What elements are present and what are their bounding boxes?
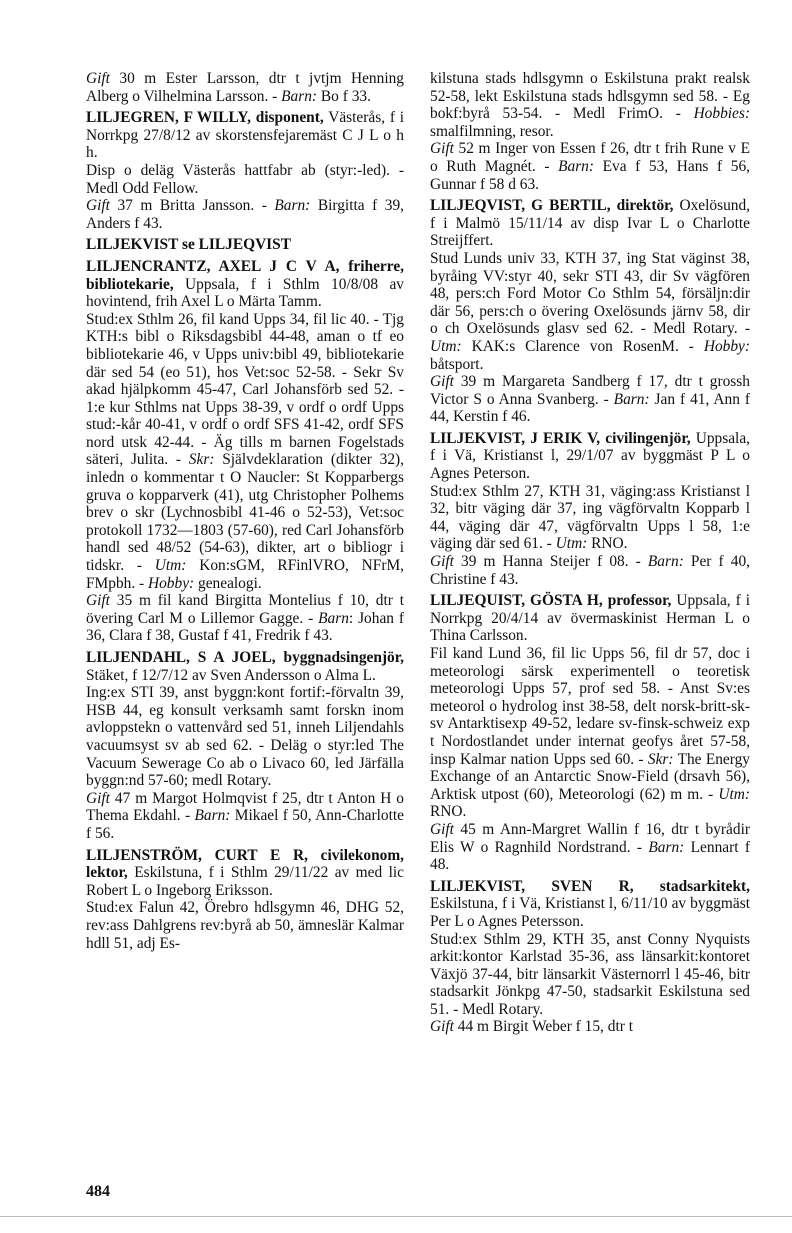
field-label: Gift bbox=[430, 140, 454, 158]
field-label: Barn: bbox=[648, 838, 685, 856]
entry-text: Självdeklaration (dikter 32), inledn o kommentar t O Naucler: St Kopparbergs gruva o kopparverk (41), utg Christopher Polhems brev o skr (Lychnosbibl 41-46 o 52-53), Vet:soc protokoll 1732—1803 (57-60), red Carl Johansförb handl sed 48/52 (54-63), dikter, art o bibliogr i tidskr. - bbox=[86, 451, 404, 575]
entry-text: smalfilmning, resor. bbox=[430, 122, 554, 140]
field-label: Barn: bbox=[281, 87, 318, 105]
entry-paragraph bbox=[430, 878, 750, 931]
entry-continuation bbox=[86, 70, 404, 105]
field-label: Utm: bbox=[154, 557, 187, 575]
entry-heading: LILJEQVIST, G BERTIL, direktör, bbox=[430, 197, 674, 215]
entry-text: 39 m Hanna Steijer f 08. - bbox=[453, 553, 648, 571]
entry-text: Stud:ex Sthlm 29, KTH 35, anst Conny Nyquists arkit:kontor Karlstad 35-36, ass länsarkit:kontoret Växjö 37-44, bitr länsarkit Västernorrl l 45-46, bitr stadsarkit Jönkpg 47-50, stadsarkit Eskilstuna sed 51. - Medl Rotary. bbox=[430, 930, 750, 1018]
entry-heading: LILJENSTRÖM, CURT E R, civilekonom, lektor, bbox=[86, 846, 404, 882]
field-label: Gift bbox=[86, 197, 110, 215]
entry-text: RNO. bbox=[587, 535, 628, 553]
left-column bbox=[86, 70, 404, 956]
entry-text: Oxelösund, f i Malmö 15/11/14 av disp Ivar L o Charlotte Streijffert. bbox=[430, 197, 751, 250]
field-label: Gift bbox=[86, 789, 110, 807]
biography-entry bbox=[86, 109, 404, 232]
entry-paragraph bbox=[86, 790, 404, 843]
entry-paragraph bbox=[86, 197, 404, 232]
field-label: Gift bbox=[86, 70, 110, 87]
entry-paragraph bbox=[86, 847, 404, 900]
entry-paragraph bbox=[86, 592, 404, 645]
entry-text: Stäket, f 12/7/12 av Sven Andersson o Alma L. bbox=[86, 666, 376, 684]
biography-entry bbox=[430, 197, 750, 426]
biography-entry bbox=[86, 847, 404, 953]
field-label: Barn: bbox=[647, 553, 684, 571]
entry-paragraph bbox=[430, 373, 750, 426]
page-number: 484 bbox=[86, 1183, 110, 1200]
entry-text: 44 m Birgit Weber f 15, dtr t bbox=[453, 1018, 633, 1036]
entry-text: 35 m fil kand Birgitta Montelius f 10, dtr t övering Carl M o Lillemor Gagge. - bbox=[86, 592, 404, 627]
field-label: Hobby: bbox=[148, 574, 195, 592]
entry-text: Västerås, f i Norrkpg 27/8/12 av skorstensfejaremäst C J L o h h. bbox=[86, 109, 404, 162]
entry-paragraph bbox=[86, 70, 404, 105]
entry-heading: LILJEKVIST se LILJEQVIST bbox=[86, 236, 292, 254]
entry-text: 45 m Ann-Margret Wallin f 16, dtr t byrådir Elis W o Ragnhild Nordstrand. - bbox=[430, 820, 750, 856]
field-label: Barn: bbox=[558, 157, 595, 175]
field-label: Hobbies: bbox=[693, 105, 750, 123]
field-label: Utm: bbox=[555, 535, 588, 553]
entry-text: Stud:ex Sthlm 27, KTH 31, väging:ass Kristianst l 32, bitr väging där 37, ing vägförvaltn Kopparb l 44, väging där 47, vägförvaltn Upps l 58, 1:e väging där sed 61. - bbox=[430, 482, 750, 553]
entry-heading: LILJEGREN, F WILLY, disponent, bbox=[86, 109, 324, 127]
entry-paragraph bbox=[430, 70, 750, 140]
entry-text: Eva f 53, Hans f 56, Gunnar f 58 d 63. bbox=[430, 157, 750, 193]
entry-text: Per f 40, Christine f 43. bbox=[430, 553, 750, 588]
field-label: Hobby: bbox=[703, 337, 750, 355]
entry-text: Eskilstuna, f i Sthlm 29/11/22 av med lic Robert L o Ingeborg Eriksson. bbox=[86, 864, 404, 899]
field-label: Utm: bbox=[430, 337, 462, 355]
field-label: Skr: bbox=[647, 750, 674, 768]
entry-text: : Johan f 36, Clara f 38, Gustaf f 41, Fredrik f 43. bbox=[86, 609, 404, 645]
entry-text: båtsport. bbox=[430, 355, 484, 373]
page-bottom-edge bbox=[0, 1216, 792, 1217]
entry-text: Disp o deläg Västerås hattfabr ab (styr:-led). - Medl Odd Fellow. bbox=[86, 161, 404, 197]
entry-paragraph bbox=[86, 684, 404, 790]
entry-text: Lennart f 48. bbox=[430, 838, 750, 874]
entry-paragraph bbox=[86, 236, 404, 254]
entry-paragraph bbox=[86, 109, 404, 162]
entry-paragraph bbox=[430, 592, 750, 645]
right-column bbox=[430, 70, 750, 1040]
entry-text: RNO. bbox=[430, 803, 467, 821]
entry-text: Stud:ex Sthlm 26, fil kand Upps 34, fil lic 40. - Tjg KTH:s bibl o Riksdagsbibl 44-48, aman o tf eo bibliotekarie 46, v Upps univ:bibl 49, bibliotekarie där sed 54 (eo 51), hos Vet:soc 52-58. - Sekr Sv akad hjälpkomm 45-47, Carl Johansförb sed 52. - 1:e kur Sthlms nat Upps 38-39, v ordf o ordf Upps stud:-kår 40-41, v ordf o ordf SFS 41-42, ordf SFS nord utsk 42-44. - Äg tills m barnen Fogelstads säteri, Julita. - bbox=[86, 310, 404, 469]
entry-heading: LILJEKVIST, J ERIK V, civilingenjör, bbox=[430, 429, 691, 447]
entry-text: genealogi. bbox=[194, 574, 262, 592]
field-label: Gift bbox=[430, 820, 454, 838]
entry-text: The Energy Exchange of an Antarctic Snow-Field (drsavh 56), Arktisk utpost (60), Meteorologi (62) m m. - bbox=[430, 750, 750, 803]
biography-entry bbox=[430, 430, 750, 588]
biography-entry bbox=[430, 878, 750, 1036]
entry-text: Uppsala, f i Norrkpg 20/4/14 av övermaskinist Herman L o Thina Carlsson. bbox=[430, 592, 750, 645]
field-label: Barn: bbox=[613, 390, 650, 408]
entry-paragraph bbox=[430, 250, 750, 373]
entry-text: Uppsala, f i Sthlm 10/8/08 av hovintend, frih Axel L o Märta Tamm. bbox=[86, 275, 404, 311]
entry-text: 37 m Britta Jansson. - bbox=[109, 197, 275, 215]
entry-paragraph bbox=[86, 649, 404, 684]
field-label: Utm: bbox=[718, 785, 750, 803]
field-label: Gift bbox=[86, 592, 110, 610]
biography-entry bbox=[86, 236, 404, 254]
entry-paragraph bbox=[430, 931, 750, 1019]
entry-text: kilstuna stads hdlsgymn o Eskilstuna prakt realsk 52-58, lekt Eskilstuna stads hdlsgymn sed 58. - Eg bokf:byrå 53-54. - Medl FrimO. - bbox=[430, 70, 750, 123]
field-label: Gift bbox=[430, 1018, 454, 1036]
field-label: Skr: bbox=[188, 451, 215, 469]
entry-text: Stud:ex Falun 42, Örebro hdlsgymn 46, DHG 52, rev:ass Dahlgrens rev:byrå ab 50, ämneslär Kalmar hdll 51, adj Es- bbox=[86, 899, 404, 952]
entry-paragraph bbox=[86, 258, 404, 311]
entry-text: Birgitta f 39, Anders f 43. bbox=[86, 197, 404, 232]
entry-paragraph bbox=[430, 140, 750, 193]
biography-entry bbox=[86, 649, 404, 843]
entry-paragraph bbox=[430, 197, 750, 250]
entry-heading: LILJEQUIST, GÖSTA H, professor, bbox=[430, 592, 672, 610]
entry-heading: LILJENCRANTZ, AXEL J C V A, friherre, bibliotekarie, bbox=[86, 257, 404, 293]
entry-text: Mikael f 50, Ann-Charlotte f 56. bbox=[86, 807, 404, 842]
entry-text: Stud Lunds univ 33, KTH 37, ing Stat väginst 38, byråing VV:styr 40, sekr STI 43, dir Sv vägfören 48, pers:ch Ford Motor Co Sthlm 54, försäljn:dir där 56, pers:ch o övering Oxelösunds järnv 58, dir o ch Oxelösunds glasv sed 62. - Medl Rotary. - bbox=[430, 249, 750, 338]
entry-text: Eskilstuna, f i Vä, Kristianst l, 6/11/10 av byggmäst Per L o Agnes Petersson. bbox=[430, 895, 750, 930]
entry-text: Ing:ex STI 39, anst byggn:kont fortif:-förvaltn 39, HSB 44, eg konsult verksamh samt forskn inom avloppstekn o vattenvård sed 51, inneh Liljendahls vacuumsyst sv ab sed 62. - Deläg o styr:led The Vacuum Sewerage Co ab o Livaco 60, led Järfälla byggn:nd 57-60; medl Rotary. bbox=[86, 684, 404, 790]
field-label: Barn: bbox=[194, 807, 231, 825]
entry-text: Kon:sGM, RFinlVRO, NFrM, FMpbh. - bbox=[86, 557, 404, 592]
entry-paragraph bbox=[86, 311, 404, 593]
entry-text: Fil kand Lund 36, fil lic Upps 56, fil dr 57, doc i meteorologi särsk experimentell o teoretisk meteorologi Upps 57, prof sed 58. - Anst Sv:es meteorol o hydrolog inst 38-58, delt norsk-britt-sk-sv Antarktisexp 49-52, ledare sv-finsk-schweiz exp t Nordostlandet under internat geofys året 57-58, insp Kalmar nation Upps sed 60. - bbox=[430, 645, 750, 768]
biography-entry bbox=[430, 592, 750, 874]
biography-entry bbox=[86, 258, 404, 645]
entry-text: KAK:s Clarence von RosenM. - bbox=[461, 337, 704, 355]
entry-text: 52 m Inger von Essen f 26, dtr t frih Rune v E o Ruth Magnét. - bbox=[430, 140, 750, 175]
field-label: Gift bbox=[430, 373, 454, 391]
entry-paragraph bbox=[430, 645, 750, 821]
field-label: Barn bbox=[318, 609, 349, 627]
entry-paragraph bbox=[430, 1018, 750, 1036]
entry-text: Jan f 41, Ann f 44, Kerstin f 46. bbox=[430, 390, 751, 426]
entry-text: Bo f 33. bbox=[317, 87, 371, 105]
entry-text: 47 m Margot Holmqvist f 25, dtr t Anton H o Thema Ekdahl. - bbox=[86, 789, 404, 825]
entry-continuation bbox=[430, 70, 750, 193]
entry-text: 39 m Margareta Sandberg f 17, dtr t grossh Victor S o Anna Svanberg. - bbox=[430, 373, 750, 408]
field-label: Barn: bbox=[274, 197, 311, 215]
entry-paragraph bbox=[430, 553, 750, 588]
entry-paragraph bbox=[86, 899, 404, 952]
entry-paragraph bbox=[430, 821, 750, 874]
field-label: Gift bbox=[430, 553, 454, 571]
entry-text: 30 m Ester Larsson, dtr t jvtjm Henning Alberg o Vilhelmina Larsson. - bbox=[86, 70, 404, 105]
entry-heading: LILJEKVIST, SVEN R, stadsarkitekt, bbox=[430, 877, 750, 895]
entry-text: Uppsala, f i Vä, Kristianst l, 29/1/07 av byggmäst P L o Agnes Peterson. bbox=[430, 429, 750, 483]
entry-heading: LILJENDAHL, S A JOEL, byggnadsingenjör, bbox=[86, 649, 404, 666]
entry-paragraph bbox=[430, 430, 750, 483]
entry-paragraph bbox=[430, 483, 750, 553]
entry-paragraph bbox=[86, 162, 404, 197]
